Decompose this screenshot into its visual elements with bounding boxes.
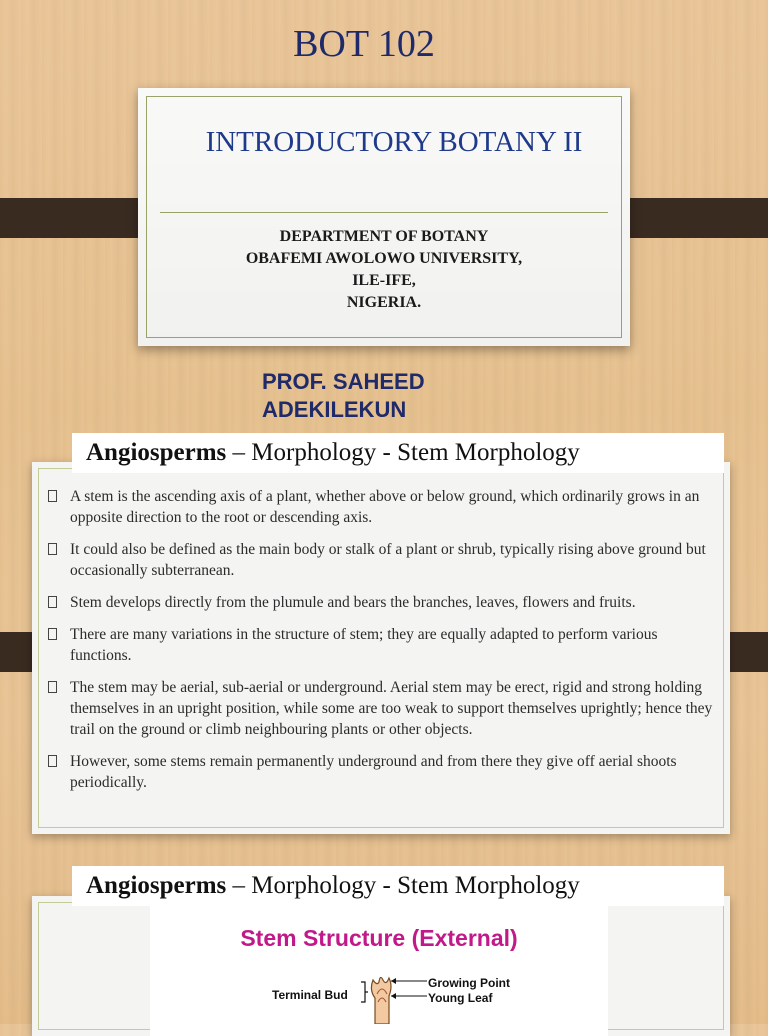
- bullet-text: There are many variations in the structure of stem; they are equally adapted to perform various functions.: [70, 626, 658, 664]
- university-line: OBAFEMI AWOLOWO UNIVERSITY,: [245, 250, 523, 267]
- country-line: NIGERIA.: [346, 294, 422, 311]
- bullet-item: [48, 592, 718, 613]
- course-title: INTRODUCTORY BOTANY II: [205, 126, 583, 158]
- bullet-item: [48, 539, 718, 581]
- slide-title-bold-2: Angiosperms: [86, 872, 227, 899]
- decorative-band-right: [613, 198, 768, 238]
- slide-title-bold: Angiosperms: [86, 439, 227, 466]
- decorative-band-left: [0, 198, 155, 238]
- title-card: [138, 88, 630, 346]
- bullet-marker-icon: [48, 628, 57, 640]
- slide-title-rest-2: – Morphology - Stem Morphology: [226, 872, 580, 899]
- bullet-item: [48, 751, 718, 793]
- bullet-text: However, some stems remain permanently underground and from there they give off aerial shoots periodically.: [70, 753, 677, 791]
- presenter-name: [262, 368, 522, 424]
- course-code-heading: BOT 102: [293, 23, 435, 65]
- bullet-text: A stem is the ascending axis of a plant, whether above or below ground, which ordinarily grows in an opposite direction to the root or descending axis.: [70, 488, 700, 526]
- bullet-item: [48, 677, 718, 740]
- bullet-item: [48, 624, 718, 666]
- title-card-divider: [160, 212, 608, 213]
- bullet-marker-icon: [48, 755, 57, 767]
- bullet-marker-icon: [48, 543, 57, 555]
- bullet-marker-icon: [48, 681, 57, 693]
- bullet-marker-icon: [48, 596, 57, 608]
- city-line: ILE-IFE,: [352, 272, 416, 289]
- diagram-heading: Stem Structure (External): [240, 925, 518, 951]
- department-line: DEPARTMENT OF BOTANY: [279, 228, 489, 245]
- bullet-text: The stem may be aerial, sub-aerial or underground. Aerial stem may be erect, rigid and strong holding themselves in an upright position, while some are too weak to support themselves uprightly; hence they trail on the ground or climb neighbouring plants or other objects.: [70, 679, 713, 738]
- presenter-line-1: PROF. SAHEED: [262, 369, 425, 394]
- bullet-list: [48, 486, 718, 804]
- terminal-bud-diagram: [355, 972, 430, 1024]
- slide-title-rest: – Morphology - Stem Morphology: [226, 439, 580, 466]
- department-block: [138, 226, 630, 314]
- terminal-bud-label: Terminal Bud: [272, 988, 348, 1002]
- slide-title-bar: [72, 433, 724, 473]
- bullet-item: [48, 486, 718, 528]
- bullet-text: It could also be defined as the main body or stalk of a plant or shrub, typically rising above ground but occasionally subterranean.: [70, 541, 706, 579]
- young-leaf-label: Young Leaf: [428, 991, 493, 1005]
- bullet-text: Stem develops directly from the plumule and bears the branches, leaves, flowers and fruits.: [70, 594, 636, 611]
- growing-point-label: Growing Point: [428, 976, 510, 990]
- bullet-marker-icon: [48, 490, 57, 502]
- presenter-line-2: ADEKILEKUN: [262, 397, 407, 422]
- slide-title-bar-2: [72, 866, 724, 906]
